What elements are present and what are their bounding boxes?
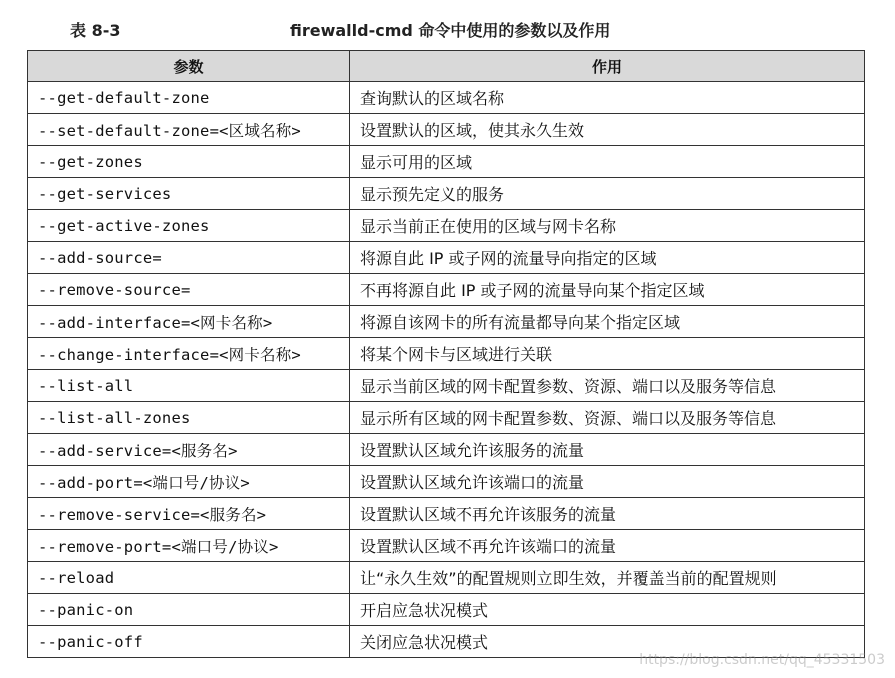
- param-cell: --remove-port=<端口号/协议>: [28, 530, 350, 562]
- desc-cell: 设置默认的区域，使其永久生效: [350, 114, 865, 146]
- desc-cell: 将源自该网卡的所有流量都导向某个指定区域: [350, 306, 865, 338]
- param-cell: --add-service=<服务名>: [28, 434, 350, 466]
- table-row: [28, 498, 865, 530]
- table-row: [28, 178, 865, 210]
- param-cell: --add-interface=<网卡名称>: [28, 306, 350, 338]
- desc-cell: 设置默认区域不再允许该服务的流量: [350, 498, 865, 530]
- table-title: firewalld-cmd 命令中使用的参数以及作用: [290, 21, 611, 40]
- param-cell: --get-zones: [28, 146, 350, 178]
- desc-cell: 将某个网卡与区域进行关联: [350, 338, 865, 370]
- desc-cell: 显示当前正在使用的区域与网卡名称: [350, 210, 865, 242]
- table-header-row: [28, 51, 865, 82]
- param-cell: --get-services: [28, 178, 350, 210]
- param-cell: --panic-on: [28, 594, 350, 626]
- desc-cell: 设置默认区域允许该服务的流量: [350, 434, 865, 466]
- param-cell: --list-all: [28, 370, 350, 402]
- desc-cell: 显示所有区域的网卡配置参数、资源、端口以及服务等信息: [350, 402, 865, 434]
- desc-cell: 显示当前区域的网卡配置参数、资源、端口以及服务等信息: [350, 370, 865, 402]
- table-row: [28, 434, 865, 466]
- param-cell: --add-source=: [28, 242, 350, 274]
- table-row: [28, 370, 865, 402]
- header-desc: 作用: [350, 51, 865, 82]
- desc-cell: 显示可用的区域: [350, 146, 865, 178]
- table-number: 表 8-3: [70, 21, 121, 40]
- desc-cell: 让“永久生效”的配置规则立即生效，并覆盖当前的配置规则: [350, 562, 865, 594]
- desc-cell: 不再将源自此 IP 或子网的流量导向某个指定区域: [350, 274, 865, 306]
- table-row: [28, 594, 865, 626]
- param-cell: --set-default-zone=<区域名称>: [28, 114, 350, 146]
- param-cell: --reload: [28, 562, 350, 594]
- watermark: https://blog.csdn.net/qq_45331503: [639, 652, 885, 668]
- desc-cell: 将源自此 IP 或子网的流量导向指定的区域: [350, 242, 865, 274]
- param-cell: --panic-off: [28, 626, 350, 658]
- table-row: [28, 466, 865, 498]
- table-row: [28, 306, 865, 338]
- desc-cell: 设置默认区域允许该端口的流量: [350, 466, 865, 498]
- table-row: [28, 82, 865, 114]
- table-row: [28, 530, 865, 562]
- param-cell: --get-default-zone: [28, 82, 350, 114]
- param-cell: --remove-service=<服务名>: [28, 498, 350, 530]
- table-row: [28, 402, 865, 434]
- param-cell: --list-all-zones: [28, 402, 350, 434]
- desc-cell: 查询默认的区域名称: [350, 82, 865, 114]
- param-cell: --change-interface=<网卡名称>: [28, 338, 350, 370]
- parameters-table: [27, 50, 865, 658]
- desc-cell: 关闭应急状况模式: [350, 626, 865, 658]
- param-cell: --get-active-zones: [28, 210, 350, 242]
- table-caption: [0, 14, 895, 44]
- table-row: [28, 242, 865, 274]
- header-param: 参数: [28, 51, 350, 82]
- desc-cell: 设置默认区域不再允许该端口的流量: [350, 530, 865, 562]
- desc-cell: 显示预先定义的服务: [350, 178, 865, 210]
- table-row: [28, 274, 865, 306]
- table-row: [28, 562, 865, 594]
- table-row: [28, 210, 865, 242]
- desc-cell: 开启应急状况模式: [350, 594, 865, 626]
- param-cell: --remove-source=: [28, 274, 350, 306]
- table-row: [28, 146, 865, 178]
- table-row: [28, 114, 865, 146]
- table-row: [28, 338, 865, 370]
- param-cell: --add-port=<端口号/协议>: [28, 466, 350, 498]
